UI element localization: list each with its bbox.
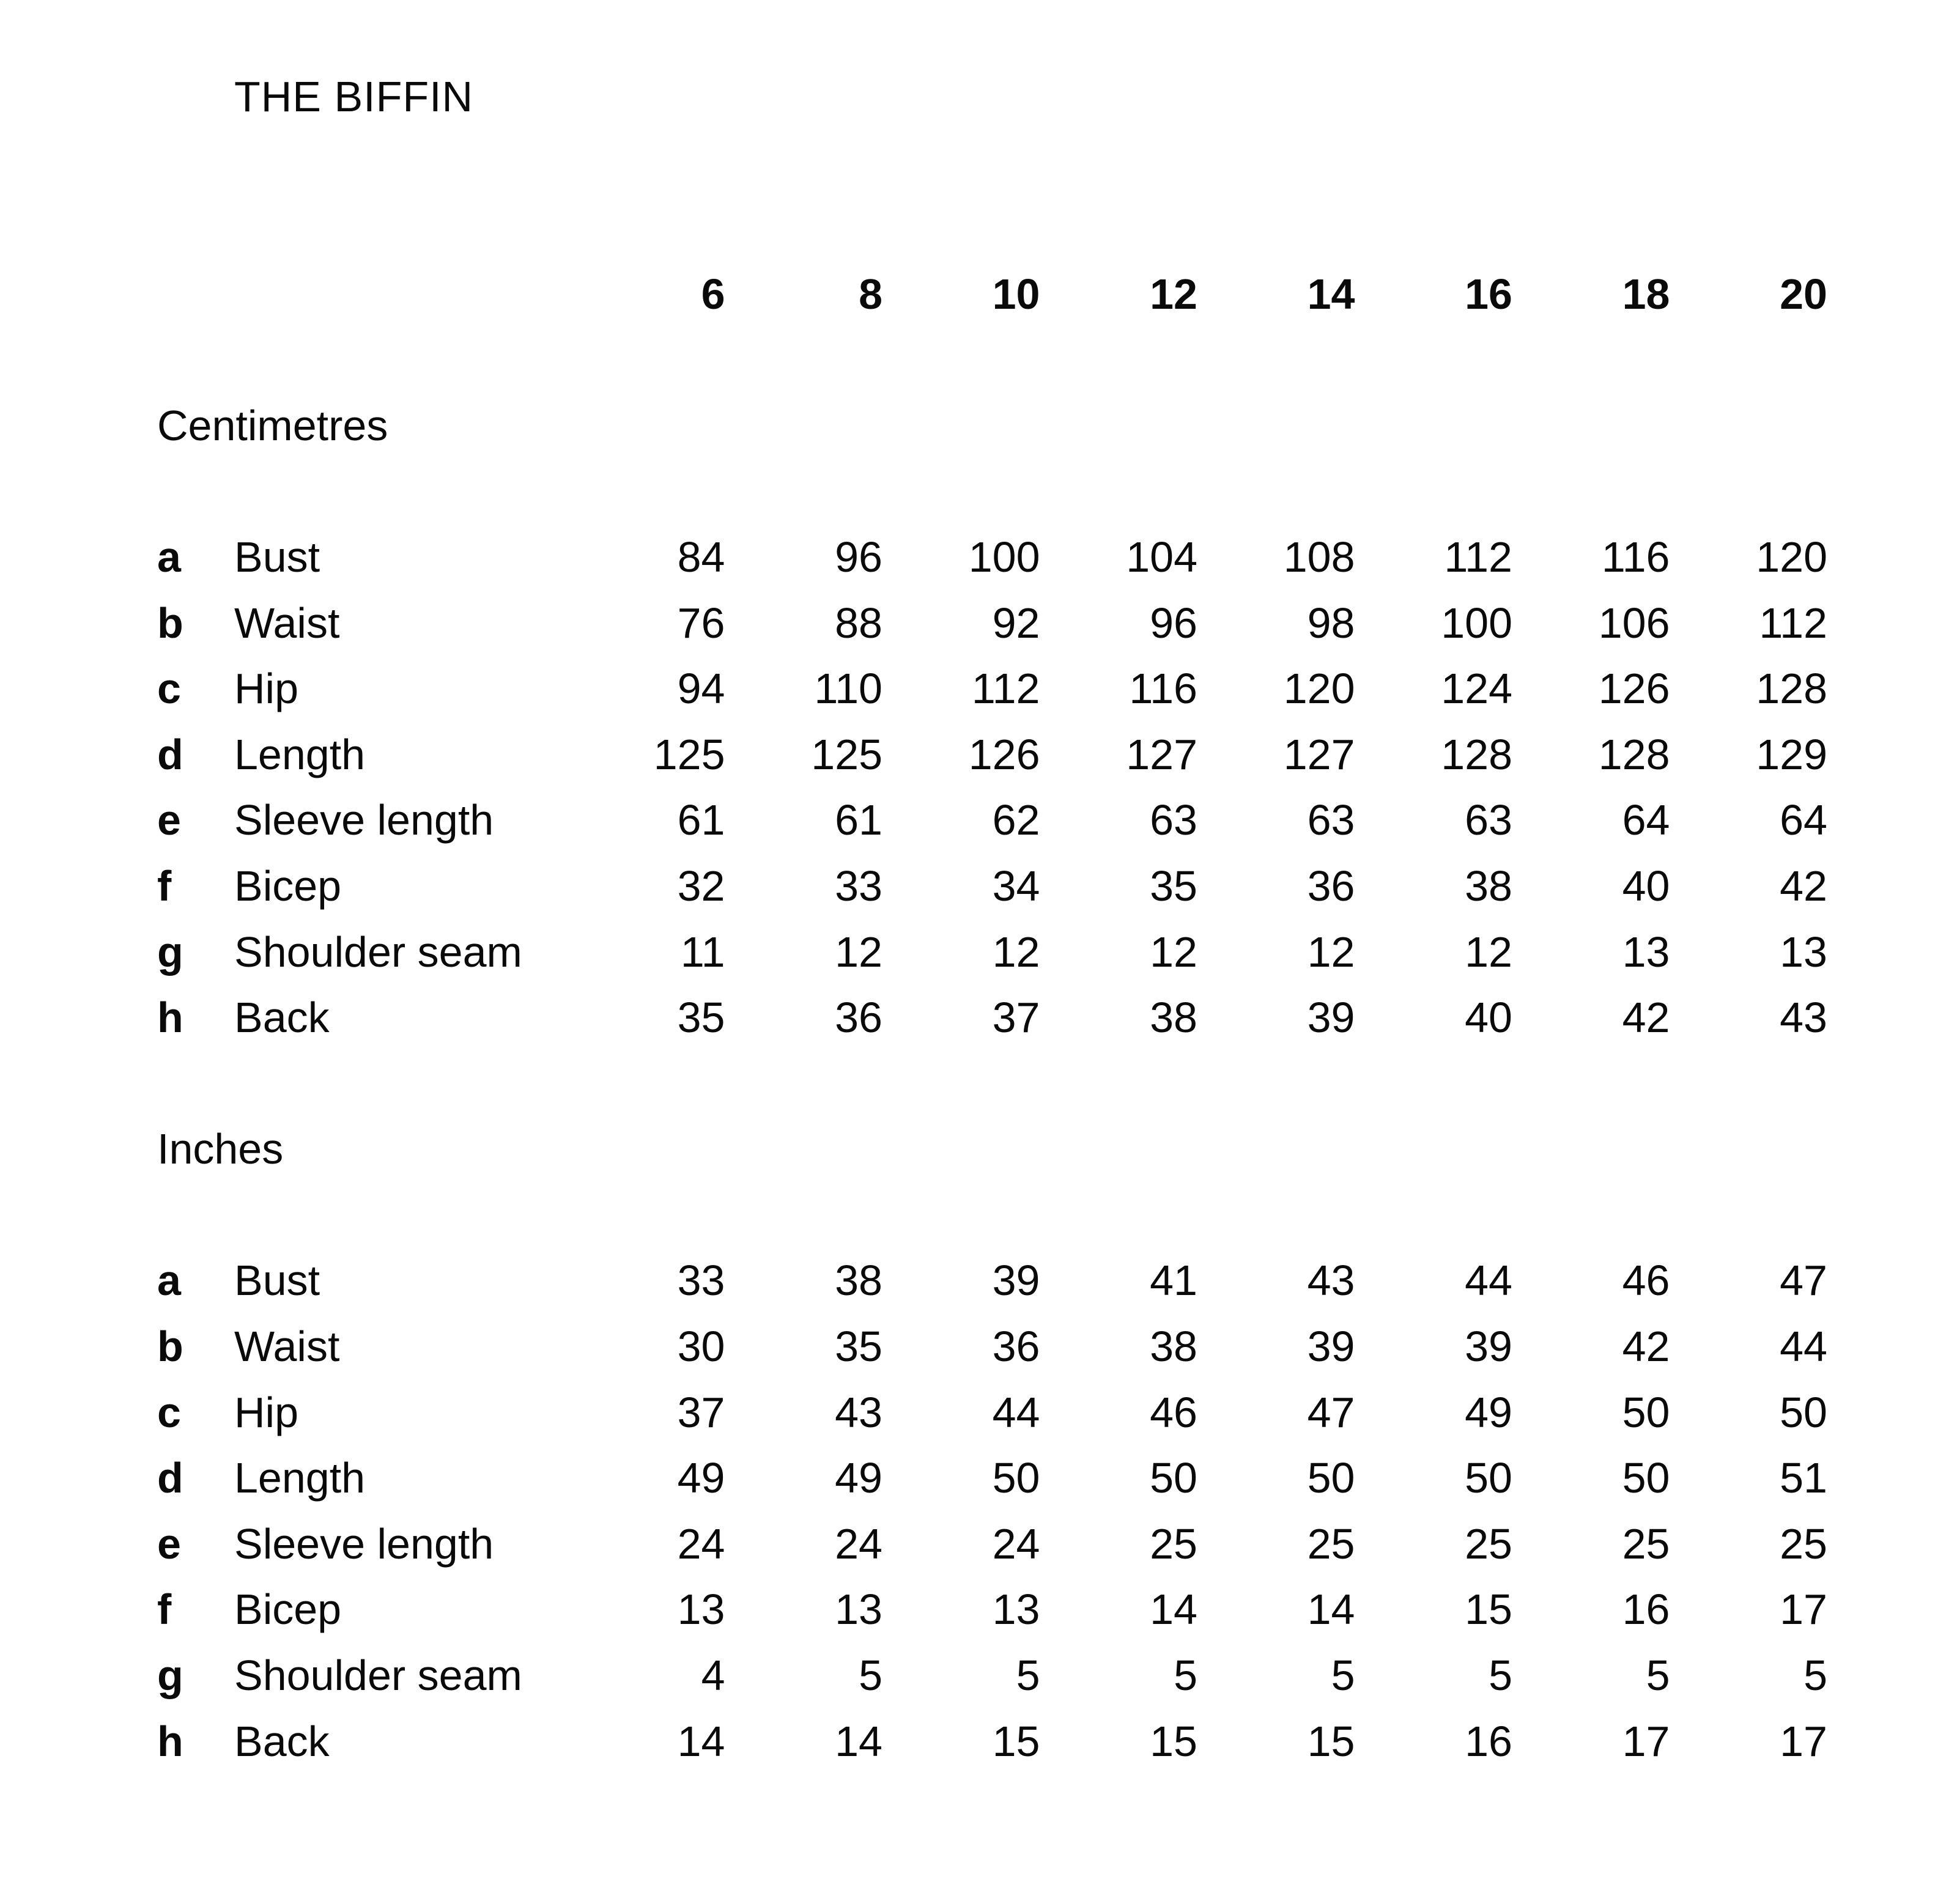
measurement-value: 24 — [992, 1519, 1040, 1568]
row-letter: h — [157, 1717, 183, 1765]
measurement-value: 61 — [677, 796, 725, 844]
measurement-value: 36 — [992, 1323, 1040, 1371]
measurement-value: 76 — [677, 599, 725, 647]
row-letter: e — [157, 796, 181, 844]
measurement-value: 129 — [1756, 730, 1827, 778]
measurement-value: 37 — [992, 994, 1040, 1042]
measurement-value: 50 — [1780, 1388, 1827, 1436]
measurement-value: 50 — [1622, 1388, 1670, 1436]
measurement-value: 40 — [1622, 862, 1670, 910]
measurement-value: 50 — [1150, 1454, 1197, 1502]
measurement-value: 46 — [1150, 1388, 1197, 1436]
measurement-row — [157, 1313, 1957, 1379]
measurement-value: 128 — [1756, 665, 1827, 713]
measurement-row — [157, 1708, 1957, 1774]
row-letter: a — [157, 533, 181, 581]
measurement-value: 128 — [1441, 730, 1512, 778]
measurement-value: 44 — [992, 1388, 1040, 1436]
measurement-value: 64 — [1622, 796, 1670, 844]
unit-section-label: Centimetres — [157, 401, 388, 449]
measurement-value: 63 — [1307, 796, 1355, 844]
measurement-value: 127 — [1283, 730, 1355, 778]
measurement-value: 43 — [1307, 1256, 1355, 1305]
measurement-value: 110 — [814, 665, 882, 713]
measurement-value: 37 — [677, 1388, 725, 1436]
measurement-value: 43 — [835, 1388, 882, 1436]
measurement-label: Waist — [234, 1323, 340, 1371]
unit-section-line — [157, 1116, 1957, 1183]
spacer-line — [157, 1050, 1957, 1116]
measurement-value: 63 — [1465, 796, 1512, 844]
measurement-value: 5 — [859, 1651, 882, 1700]
spacer-line — [157, 195, 1957, 261]
measurement-value: 36 — [1307, 862, 1355, 910]
measurement-value: 100 — [1441, 599, 1512, 647]
page-title: THE BIFFIN — [234, 72, 474, 120]
spacer-line — [157, 327, 1957, 393]
measurement-value: 98 — [1307, 599, 1355, 647]
measurement-value: 14 — [1150, 1585, 1197, 1634]
measurement-value: 39 — [1307, 1323, 1355, 1371]
measurement-value: 62 — [992, 796, 1040, 844]
size-column-header: 8 — [859, 270, 882, 318]
measurement-value: 49 — [677, 1454, 725, 1502]
measurement-value: 42 — [1780, 862, 1827, 910]
measurement-label: Length — [234, 730, 366, 778]
measurement-value: 50 — [1622, 1454, 1670, 1502]
measurement-row — [157, 1642, 1957, 1708]
measurement-label: Bust — [234, 1256, 320, 1305]
measurement-label: Shoulder seam — [234, 928, 522, 976]
measurement-value: 5 — [1646, 1651, 1670, 1700]
measurement-label: Back — [234, 1717, 330, 1765]
measurement-value: 16 — [1622, 1585, 1670, 1634]
measurement-value: 39 — [992, 1256, 1040, 1305]
row-letter: g — [157, 928, 183, 976]
row-letter: b — [157, 599, 183, 647]
measurement-value: 106 — [1598, 599, 1670, 647]
row-letter: d — [157, 730, 183, 778]
measurement-value: 126 — [1598, 665, 1670, 713]
measurement-value: 94 — [677, 665, 725, 713]
measurement-value: 120 — [1756, 533, 1827, 581]
row-letter: b — [157, 1323, 183, 1371]
row-letter: f — [157, 1585, 172, 1634]
measurement-value: 5 — [1803, 1651, 1827, 1700]
measurement-row — [157, 1379, 1957, 1445]
measurement-label: Sleeve length — [234, 796, 494, 844]
measurement-value: 13 — [1780, 928, 1827, 976]
measurement-value: 15 — [1465, 1585, 1512, 1634]
measurement-value: 5 — [1016, 1651, 1040, 1700]
measurement-value: 12 — [1465, 928, 1512, 976]
measurement-value: 30 — [677, 1323, 725, 1371]
measurement-value: 112 — [971, 665, 1040, 713]
row-letter: e — [157, 1519, 181, 1568]
measurement-value: 35 — [677, 994, 725, 1042]
row-letter: h — [157, 994, 183, 1042]
spacer-line — [157, 1182, 1957, 1248]
measurement-value: 17 — [1780, 1585, 1827, 1634]
spacer-line — [157, 459, 1957, 525]
measurement-value: 47 — [1780, 1256, 1827, 1305]
measurement-value: 12 — [1307, 928, 1355, 976]
measurement-value: 64 — [1780, 796, 1827, 844]
measurement-value: 13 — [1622, 928, 1670, 976]
measurement-value: 25 — [1622, 1519, 1670, 1568]
measurement-value: 25 — [1150, 1519, 1197, 1568]
measurement-value: 124 — [1441, 665, 1512, 713]
measurement-value: 17 — [1780, 1717, 1827, 1765]
row-letter: c — [157, 1388, 181, 1436]
measurement-label: Bust — [234, 533, 320, 581]
measurement-row — [157, 655, 1957, 721]
measurement-label: Back — [234, 994, 330, 1042]
measurement-value: 84 — [677, 533, 725, 581]
measurement-value: 47 — [1307, 1388, 1355, 1436]
measurement-label: Bicep — [234, 1585, 342, 1634]
measurement-value: 12 — [835, 928, 882, 976]
measurement-value: 49 — [1465, 1388, 1512, 1436]
measurement-value: 17 — [1622, 1717, 1670, 1765]
measurement-value: 4 — [701, 1651, 725, 1700]
measurement-row — [157, 1445, 1957, 1511]
row-letter: g — [157, 1651, 183, 1700]
measurement-value: 40 — [1465, 994, 1512, 1042]
measurement-value: 35 — [835, 1323, 882, 1371]
row-letter: c — [157, 665, 181, 713]
measurement-value: 128 — [1598, 730, 1670, 778]
measurement-value: 24 — [677, 1519, 725, 1568]
size-column-header: 6 — [701, 270, 725, 318]
measurement-value: 44 — [1465, 1256, 1512, 1305]
measurement-value: 38 — [1150, 1323, 1197, 1371]
measurement-value: 24 — [835, 1519, 882, 1568]
size-column-header: 12 — [1150, 270, 1197, 318]
measurement-value: 42 — [1622, 994, 1670, 1042]
measurement-row — [157, 590, 1957, 656]
measurement-row — [157, 919, 1957, 985]
measurement-value: 92 — [992, 599, 1040, 647]
measurement-label: Shoulder seam — [234, 1651, 522, 1700]
spacer-line — [157, 130, 1957, 196]
measurement-value: 108 — [1283, 533, 1355, 581]
measurement-value: 61 — [835, 796, 882, 844]
measurement-value: 116 — [1129, 665, 1197, 713]
measurement-value: 15 — [1150, 1717, 1197, 1765]
measurement-value: 120 — [1283, 665, 1355, 713]
measurement-value: 42 — [1622, 1323, 1670, 1371]
size-table-body — [157, 393, 1957, 1774]
measurement-value: 39 — [1465, 1323, 1512, 1371]
measurement-value: 88 — [835, 599, 882, 647]
measurement-value: 44 — [1780, 1323, 1827, 1371]
measurement-value: 14 — [1307, 1585, 1355, 1634]
measurement-value: 116 — [1601, 533, 1670, 581]
measurement-value: 41 — [1150, 1256, 1197, 1305]
measurement-value: 38 — [835, 1256, 882, 1305]
measurement-value: 112 — [1444, 533, 1512, 581]
measurement-label: Sleeve length — [234, 1519, 494, 1568]
measurement-value: 38 — [1465, 862, 1512, 910]
row-letter: f — [157, 862, 172, 910]
measurement-value: 5 — [1174, 1651, 1197, 1700]
measurement-label: Hip — [234, 665, 299, 713]
measurement-value: 5 — [1331, 1651, 1355, 1700]
measurement-value: 16 — [1465, 1717, 1512, 1765]
measurement-value: 50 — [1465, 1454, 1512, 1502]
measurement-value: 33 — [835, 862, 882, 910]
measurement-value: 100 — [968, 533, 1040, 581]
row-letter: a — [157, 1256, 181, 1305]
measurement-value: 49 — [835, 1454, 882, 1502]
measurement-label: Waist — [234, 599, 340, 647]
measurement-value: 5 — [1489, 1651, 1512, 1700]
measurement-value: 43 — [1780, 994, 1827, 1042]
measurement-value: 96 — [835, 533, 882, 581]
measurement-value: 51 — [1780, 1454, 1827, 1502]
size-column-header: 14 — [1307, 270, 1355, 318]
unit-section-line — [157, 393, 1957, 459]
measurement-value: 127 — [1126, 730, 1197, 778]
measurement-value: 50 — [1307, 1454, 1355, 1502]
measurement-row — [157, 1577, 1957, 1643]
size-column-header: 16 — [1465, 270, 1512, 318]
measurement-value: 112 — [1759, 599, 1827, 647]
measurement-value: 35 — [1150, 862, 1197, 910]
measurement-value: 12 — [992, 928, 1040, 976]
size-column-header: 10 — [992, 270, 1040, 318]
measurement-row — [157, 1248, 1957, 1314]
measurement-row — [157, 524, 1957, 590]
measurement-value: 13 — [835, 1585, 882, 1634]
measurement-value: 125 — [811, 730, 882, 778]
measurement-value: 96 — [1150, 599, 1197, 647]
measurement-value: 126 — [968, 730, 1040, 778]
measurement-value: 13 — [677, 1585, 725, 1634]
measurement-value: 32 — [677, 862, 725, 910]
measurement-value: 13 — [992, 1585, 1040, 1634]
measurement-value: 36 — [835, 994, 882, 1042]
measurement-label: Hip — [234, 1388, 299, 1436]
measurement-value: 33 — [677, 1256, 725, 1305]
measurement-value: 15 — [1307, 1717, 1355, 1765]
measurement-row — [157, 721, 1957, 788]
measurement-value: 38 — [1150, 994, 1197, 1042]
size-header-row — [157, 261, 1957, 327]
measurement-value: 63 — [1150, 796, 1197, 844]
unit-section-label: Inches — [157, 1125, 284, 1173]
measurement-value: 39 — [1307, 994, 1355, 1042]
measurement-label: Bicep — [234, 862, 342, 910]
measurement-value: 104 — [1126, 533, 1197, 581]
measurement-value: 15 — [992, 1717, 1040, 1765]
measurement-value: 11 — [680, 928, 725, 976]
measurement-value: 25 — [1465, 1519, 1512, 1568]
size-column-header: 18 — [1622, 270, 1670, 318]
measurement-row — [157, 1511, 1957, 1577]
row-letter: d — [157, 1454, 183, 1502]
measurement-value: 50 — [992, 1454, 1040, 1502]
measurement-row — [157, 984, 1957, 1050]
measurement-value: 12 — [1150, 928, 1197, 976]
measurement-row — [157, 853, 1957, 919]
measurement-value: 25 — [1307, 1519, 1355, 1568]
size-column-header: 20 — [1780, 270, 1827, 318]
measurement-label: Length — [234, 1454, 366, 1502]
measurement-value: 14 — [835, 1717, 882, 1765]
measurement-value: 25 — [1780, 1519, 1827, 1568]
measurement-value: 34 — [992, 862, 1040, 910]
measurement-row — [157, 788, 1957, 854]
measurement-value: 46 — [1622, 1256, 1670, 1305]
measurement-value: 14 — [677, 1717, 725, 1765]
measurement-value: 125 — [653, 730, 725, 778]
